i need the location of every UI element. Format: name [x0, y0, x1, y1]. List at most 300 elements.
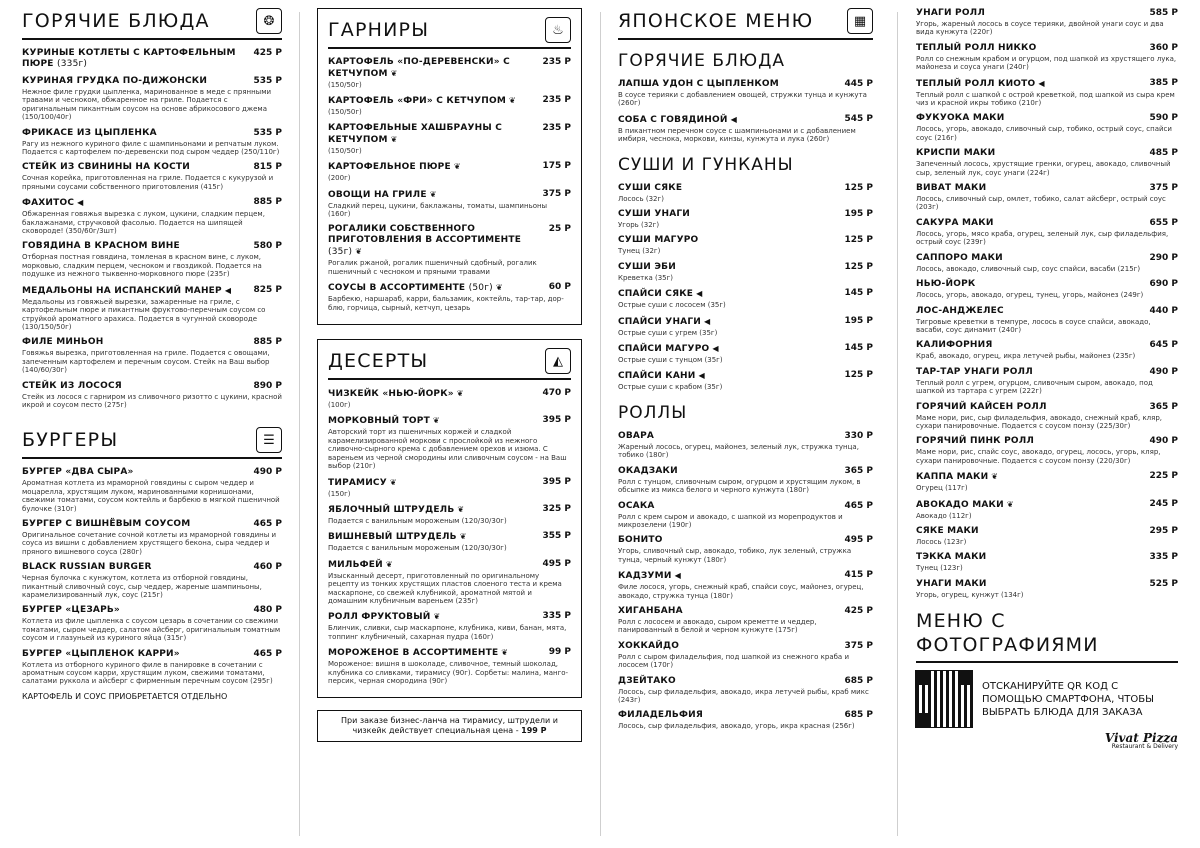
menu-item-row [618, 535, 873, 546]
section-header-hot-dishes [22, 8, 282, 40]
menu-item-name [618, 114, 737, 126]
menu-item-name [618, 288, 703, 300]
menu-item-name-text: СОБА С ГОВЯДИНОЙ [618, 114, 728, 125]
menu-item-name [916, 148, 995, 159]
menu-item [328, 189, 571, 219]
menu-item-name-text: СЯКЕ МАКИ [916, 525, 979, 536]
menu-item-price: 655 Р [1149, 217, 1178, 228]
menu-item-row [328, 123, 571, 146]
menu-item [618, 535, 873, 564]
menu-item-name-text: УНАГИ РОЛЛ [916, 8, 986, 18]
leaf-icon: ❦ [501, 648, 509, 658]
menu-item-description: Лосось, авокадо, сливочный сыр, соус спайси, васаби (215г) [916, 264, 1141, 273]
menu-item-name-text: ВИШНЕВЫЙ ШТРУДЕЛЬ [328, 532, 457, 543]
menu-item-name [22, 197, 84, 209]
desserts-list [328, 388, 571, 685]
menu-item-name-text: ОСАКА [618, 500, 655, 511]
menu-item-name [328, 477, 397, 489]
menu-item-row [618, 501, 873, 512]
section-header-sides [328, 17, 571, 49]
menu-item-name-text: РОГАЛИКИ СОБСТВЕННОГО ПРИГОТОВЛЕНИЯ В АССОРТИМЕНТЕ [328, 224, 522, 246]
menu-item-name [22, 337, 103, 348]
menu-item-row [618, 288, 873, 300]
menu-item-description: Теплый ролл с угрем, огурцом, сливочным сыром, авокадо, под шапкой из тартара с угрем (222г) [916, 378, 1153, 396]
menu-item-row [916, 253, 1178, 264]
menu-item-description: Тунец (123г) [916, 564, 963, 573]
menu-item-row [22, 381, 282, 392]
menu-item-name [916, 279, 975, 290]
menu-item [916, 113, 1178, 142]
menu-item-price: 685 Р [844, 675, 873, 686]
menu-item-price: 485 Р [1149, 148, 1178, 159]
menu-item-description: Ароматная котлета из мраморной говядины с сыром чеддер и моцарелла, хрустящим луком, маринованными корнишонами, свежими томатами, соусом коктейль и барбекю в мягкой пшеничной булочке (310г) [22, 479, 280, 513]
menu-item-row [916, 367, 1178, 378]
menu-item-description: Лосось, угорь, авокадо, сливочный сыр, тобико, острый соус, спайси соус (216г) [916, 125, 1172, 142]
menu-item-name-text: ВИВАТ МАКИ [916, 183, 987, 194]
leaf-icon: ❦ [456, 389, 464, 399]
menu-item-row [328, 559, 571, 571]
menu-item-description: Стейк из лосося с гарниром из сливочного ризотто с цукини, красной икрой и соусом песто (275г) [22, 392, 282, 409]
menu-item-description: Ролл с лососем и авокадо, сыром креметте и чеддер, панированный в белой и черном кунжуте (175г) [618, 617, 817, 635]
menu-item-description: (200г) [328, 174, 351, 183]
menu-item-name [22, 467, 134, 478]
menu-item-description: Ролл со снежным крабом и огурцом, под шапкой из хрустящего лука, майонеза и соуса унаги (240г) [916, 54, 1177, 72]
menu-item-row [22, 519, 282, 530]
menu-item-price: 375 Р [844, 640, 873, 651]
menu-item-row [328, 415, 571, 427]
menu-item-row [328, 647, 571, 659]
menu-item-name [916, 306, 1004, 317]
menu-item [618, 79, 873, 108]
menu-item-description: Лосось (123г) [916, 537, 967, 546]
column-divider [897, 12, 898, 836]
menu-item-name [916, 552, 986, 563]
menu-item-name [618, 535, 663, 546]
menu-item [916, 499, 1178, 520]
menu-item-row [328, 388, 571, 400]
menu-item-price: 535 Р [253, 127, 282, 138]
menu-item-price: 25 Р [548, 224, 571, 235]
menu-item-row [618, 370, 873, 382]
menu-item-name-text: МЕДАЛЬОНЫ НА ИСПАНСКИЙ МАНЕР [22, 285, 222, 296]
menu-item-name-text: ЛАПША УДОН С ЦЫПЛЕНКОМ [618, 79, 779, 89]
menu-item-name [916, 43, 1036, 54]
menu-item-price: 425 Р [844, 605, 873, 616]
leaf-icon: ❦ [459, 532, 467, 542]
menu-item-name-text: КАДЗУМИ [618, 571, 672, 582]
menu-item-description: Острые суши с крабом (35г) [618, 383, 723, 392]
menu-item-price: 890 Р [253, 380, 282, 391]
menu-item-name-text: ТЭККА МАКИ [916, 552, 987, 563]
section-title: ГОРЯЧИЕ БЛЮДА [22, 10, 210, 32]
menu-item-price: 415 Р [844, 570, 873, 581]
menu-item-description: Отборная постная говядина, томленая в красном вине, с луком, морковью, сладким перцем, чесноком и гвоздикой. Подается на подушке из нежного тыквенно-морковного пюре (235г) [22, 253, 262, 279]
promo-box [317, 710, 582, 742]
menu-item-name-text: КАРТОФЕЛЬ «ПО-ДЕРЕВЕНСКИ» С КЕТЧУПОМ [328, 57, 510, 79]
menu-item-name-text: КАРТОФЕЛЬНОЕ ПЮРЕ [328, 162, 451, 173]
menu-item-row [618, 676, 873, 687]
menu-item-row [916, 148, 1178, 159]
menu-item-name-text: ХОККАЙДО [618, 640, 680, 651]
menu-item [618, 710, 873, 730]
menu-item [916, 78, 1178, 108]
menu-item-row [916, 552, 1178, 563]
menu-item-row [618, 343, 873, 355]
menu-item-description: Ролл с крем сыром и авокадо, с шапкой из морепродуктов и микрозелени (190г) [618, 512, 843, 529]
menu-item-price: 685 Р [844, 710, 873, 721]
menu-item-description: Маме нори, рис, спайс соус, авокадо, огурец, лосось, угорь, кляр, сухари панировочные. Подается с соусом понзу (220/30г) [916, 448, 1161, 465]
menu-item-row [916, 78, 1178, 90]
menu-item-price: 125 Р [844, 261, 873, 272]
menu-item [916, 8, 1178, 37]
menu-item-name-text: САКУРА МАКИ [916, 217, 994, 228]
menu-item-row [916, 43, 1178, 54]
menu-item-name-text: BLACK RUSSIAN BURGER [22, 562, 152, 573]
section-header-photo-menu [916, 609, 1178, 663]
menu-item-name [22, 381, 122, 392]
menu-item-name-text: КАЛИФОРНИЯ [916, 340, 993, 351]
menu-item-price: 495 Р [542, 558, 571, 569]
menu-item-price: 495 Р [844, 535, 873, 546]
menu-item-row [22, 605, 282, 616]
cake-icon: ◭ [545, 348, 571, 374]
menu-item-description: Лосось, сливочный сыр, омлет, тобико, салат айсберг, острый соус (203г) [916, 195, 1166, 212]
menu-item [328, 531, 571, 552]
menu-item-price: 245 Р [1149, 498, 1178, 509]
menu-item-price: 885 Р [253, 337, 282, 348]
menu-item-name [618, 183, 682, 194]
menu-item-price: 335 Р [542, 611, 571, 622]
menu-item-name-text: КАППА МАКИ [916, 472, 989, 483]
menu-item-name [328, 95, 516, 107]
menu-item-name [618, 370, 705, 382]
menu-item-description: Котлета из филе цыпленка с соусом цезарь в сочетании со свежими томатами, сыром чеддер, салатом айсберг, оригинальным томатным соусом и глазуньей из куриного яйца (315г) [22, 617, 281, 643]
menu-item-description: Острые суши с угрем (35г) [618, 328, 718, 337]
menu-item-description: Угорь, огурец, кунжут (134г) [916, 590, 1024, 599]
menu-item-price: 125 Р [844, 370, 873, 381]
menu-item-price: 335 Р [1149, 552, 1178, 563]
menu-item [22, 605, 282, 642]
section-header-japanese [618, 8, 873, 40]
menu-item [22, 128, 282, 157]
menu-item-row [916, 183, 1178, 194]
section-header-desserts [328, 348, 571, 380]
menu-item-description: (150г) [328, 489, 351, 498]
menu-item-name-text: ДЗЕЙТАКО [618, 675, 676, 686]
menu-item [22, 467, 282, 513]
menu-item-name [22, 519, 190, 530]
menu-item [328, 504, 571, 525]
menu-item-row [618, 316, 873, 328]
menu-item-row [22, 128, 282, 139]
rolls-list [618, 431, 873, 731]
menu-item-row [916, 402, 1178, 413]
menu-item-name-text: СПАЙСИ УНАГИ [618, 316, 702, 327]
menu-item-price: 490 Р [253, 467, 282, 478]
menu-item-row [916, 579, 1178, 590]
menu-item-name [916, 218, 994, 229]
menu-item-row [618, 570, 873, 582]
menu-item-price: 145 Р [844, 288, 873, 299]
menu-item-price: 815 Р [253, 162, 282, 173]
menu-item-row [618, 209, 873, 220]
menu-item-name-text: ТЕПЛЫЙ РОЛЛ КИОТО [916, 78, 1036, 89]
menu-item-description: Креветка (35г) [618, 273, 674, 282]
menu-item-description: Изысканный десерт, приготовленный по оригинальному рецепту из тонких хрустящих пластов слоеного теста и крема маскарпоне, со свежей клубникой, ароматной мятой и домашним клубничным вареньем (235г) [328, 571, 562, 605]
menu-item-row [618, 431, 873, 442]
menu-item-name-text: МОРКОВНЫЙ ТОРТ [328, 416, 430, 427]
menu-item-price: 99 Р [548, 647, 571, 658]
menu-item-name [618, 466, 678, 477]
menu-item-price: 525 Р [1149, 578, 1178, 589]
menu-item-name-text: КАРТОФЕЛЬНЫЕ ХАШБРАУНЫ С КЕТЧУПОМ [328, 122, 503, 145]
menu-item-price: 375 Р [542, 188, 571, 199]
menu-item-name-text: ОКАДЗАКИ [618, 465, 678, 476]
menu-item-name-text: ФРИКАСЕ ИЗ ЦЫПЛЕНКА [22, 127, 157, 138]
menu-item-name-text: ТИРАМИСУ [328, 477, 387, 488]
menu-item [22, 76, 282, 122]
menu-item-description: Ролл с тунцом, сливочным сыром, огурцом и хрустящим луком, в обсыпке из микса белого и черного кунжута (180г) [618, 477, 861, 495]
menu-item-price: 195 Р [844, 209, 873, 220]
menu-item-name-text: КРИСПИ МАКИ [916, 148, 996, 159]
menu-item-row [618, 466, 873, 477]
leaf-icon: ❦ [509, 96, 516, 106]
menu-item-name-text: СПАЙСИ СЯКЕ [618, 289, 694, 300]
sushi-icon: ▦ [847, 8, 873, 34]
menu-item-price: 590 Р [1149, 113, 1178, 124]
menu-item-name [916, 367, 1033, 378]
menu-item [916, 306, 1178, 335]
menu-item-name-text: СУШИ СЯКЕ [618, 182, 683, 193]
menu-item-row [22, 197, 282, 209]
menu-item-name-text: МИЛЬФЕЙ [328, 559, 383, 570]
menu-item-price: 385 Р [1149, 77, 1178, 88]
menu-item-price: 365 Р [1149, 401, 1178, 412]
menu-item-name-text: НЬЮ-ЙОРК [916, 279, 976, 290]
menu-item-description: Оригинальное сочетание сочной котлеты из мраморной говядины и соуса из вишни с добавлением хрустящего бекона, сыра чеддер и пряного вишневого соуса (280г) [22, 530, 276, 556]
menu-item-price: 465 Р [844, 500, 873, 511]
menu-item-name [328, 57, 536, 80]
menu-item-name [22, 162, 190, 173]
menu-item-price: 690 Р [1149, 279, 1178, 290]
column-divider [600, 12, 601, 836]
menu-item-name [328, 611, 440, 623]
menu-item-row [618, 262, 873, 273]
menu-item [916, 218, 1178, 247]
menu-item-price: 440 Р [1149, 305, 1178, 316]
menu-item-name-text: БОНИТО [618, 535, 663, 546]
menu-item-name [328, 504, 464, 516]
menu-item-name [22, 241, 180, 252]
menu-item-weight: (35г) [328, 247, 353, 258]
menu-item-name [328, 647, 508, 659]
sides-list [328, 57, 571, 312]
menu-item [916, 43, 1178, 72]
menu-item-name [916, 402, 1047, 413]
menu-item [916, 436, 1178, 465]
menu-item-description: Лосось, сыр филадельфия, авокадо, угорь, икра красная (256г) [618, 722, 855, 731]
menu-item-description: Рогалик ржаной, рогалик пшеничный сдобный, рогалик пшеничный с чесноком и пряными травами [328, 259, 537, 276]
menu-item-price: 175 Р [542, 161, 571, 172]
menu-item-row [22, 562, 282, 573]
menu-item-name [328, 189, 437, 201]
hot-dishes-list [22, 48, 282, 409]
menu-item [22, 649, 282, 686]
menu-item-name-text: ГОРЯЧИЙ ПИНК РОЛЛ [916, 436, 1035, 447]
qr-row [916, 671, 1178, 727]
menu-item-name-text: ЛОС-АНДЖЕЛЕС [916, 305, 1004, 316]
leaf-icon: ❦ [355, 247, 363, 257]
menu-item-name-text: БУРГЕР С ВИШНЁВЫМ СОУСОМ [22, 518, 191, 529]
menu-item-weight: (50г) [468, 283, 493, 294]
menu-item-name-text: ТЕПЛЫЙ РОЛЛ НИККО [916, 42, 1037, 53]
menu-item-description: Сочная корейка, приготовленная на гриле. Подается с кукурузой и пряными соусами собственного приготовления (415г) [22, 174, 274, 191]
leaf-icon: ❦ [432, 416, 440, 426]
menu-item-name [916, 8, 985, 19]
menu-item-row [916, 499, 1178, 511]
leaf-icon: ❦ [385, 559, 393, 569]
side-note: КАРТОФЕЛЬ И СОУС ПРИОБРЕТАЕТСЯ ОТДЕЛЬНО [22, 691, 228, 701]
menu-item-description: Тунец (32г) [618, 247, 661, 256]
menu-item-name [328, 224, 543, 258]
column-sides-desserts [317, 8, 582, 840]
menu-item-description: Котлета из отборного куриного филе в панировке в сочетании с ароматным соусом карри, хрустящим луком, свежими томатами, салатами руккола и айсберг с фирменным перечным соусом (295г) [22, 660, 273, 686]
sushi-list [618, 183, 873, 392]
menu-item-name [328, 531, 467, 543]
pot-icon: ♨ [545, 17, 571, 43]
menu-item-name [916, 499, 1014, 511]
sides-box [317, 8, 582, 325]
menu-item-name [916, 78, 1045, 90]
menu-item-price: 330 Р [844, 430, 873, 441]
menu-item-price: 445 Р [844, 79, 873, 89]
menu-item-description: Обжаренная говяжья вырезка с луком, цукини, сладким перцем, баклажанами, стручковой фасолью. Подается на шипящей сковороде! (350/60г/3шт) [22, 210, 265, 236]
menu-item [618, 676, 873, 705]
menu-item-row [22, 76, 282, 87]
chili-icon: ◀ [712, 344, 719, 354]
menu-item-price: 295 Р [1149, 525, 1178, 536]
menu-item-row [328, 224, 571, 258]
menu-item-row [328, 95, 571, 107]
menu-item [916, 579, 1178, 599]
menu-item-description: (150/50г) [328, 108, 362, 117]
menu-item-price: 225 Р [1149, 471, 1178, 482]
menu-item-name [916, 526, 979, 537]
menu-item [618, 606, 873, 635]
menu-item-row [22, 241, 282, 252]
menu-item [916, 471, 1178, 492]
menu-item-description: Угорь, жареный лосось в соусе терияки, двойной унаги соус и два вида кунжута (220г) [916, 20, 1164, 37]
menu-item-name-text: ТАР-ТАР УНАГИ РОЛЛ [916, 366, 1033, 377]
menu-item-row [916, 113, 1178, 124]
menu-item-description: Острые суши с лососем (35г) [618, 301, 726, 310]
menu-item-name [22, 285, 231, 297]
menu-item-price: 235 Р [542, 57, 571, 67]
menu-item-name-text: САППОРО МАКИ [916, 252, 1003, 263]
chili-icon: ◀ [696, 289, 703, 299]
menu-item-name-text: БУРГЕР «ЦЕЗАРЬ» [22, 605, 120, 616]
leaf-icon: ❦ [433, 612, 441, 622]
menu-item-row [916, 340, 1178, 351]
menu-item-name-text: СТЕЙК ИЗ СВИНИНЫ НА КОСТИ [22, 162, 190, 173]
menu-item [916, 402, 1178, 431]
menu-item [916, 552, 1178, 572]
leaf-icon: ❦ [457, 504, 465, 514]
leaf-icon: ❦ [495, 283, 503, 293]
menu-item-row [916, 436, 1178, 447]
menu-item-name-text: СПАЙСИ КАНИ [618, 371, 696, 382]
menu-item-price: 360 Р [1149, 42, 1178, 53]
menu-item-description: Подается с ванильным мороженым (120/30/30г) [328, 544, 507, 553]
menu-item-row [22, 48, 282, 70]
menu-item [22, 241, 282, 278]
menu-item [328, 161, 571, 182]
leaf-icon: ❦ [991, 472, 999, 482]
menu-item-price: 235 Р [542, 95, 571, 106]
menu-item [22, 381, 282, 410]
menu-item [618, 288, 873, 309]
menu-item-price: 580 Р [253, 241, 282, 252]
chili-icon: ◀ [224, 285, 232, 295]
menu-item-name [618, 316, 710, 328]
menu-item-name [328, 161, 461, 173]
menu-item-row [618, 114, 873, 126]
menu-item-row [328, 611, 571, 623]
menu-item [618, 209, 873, 229]
menu-item [618, 641, 873, 670]
menu-item-price: 235 Р [542, 122, 571, 133]
menu-item-name [328, 388, 464, 400]
section-title: ЯПОНСКОЕ МЕНЮ [618, 10, 814, 32]
menu-item [618, 343, 873, 364]
menu-item-name-text: СУШИ УНАГИ [618, 209, 691, 220]
menu-item-name [22, 649, 180, 660]
menu-item [618, 183, 873, 203]
menu-item-price: 825 Р [253, 284, 282, 295]
qr-code-icon[interactable] [916, 671, 972, 727]
menu-item-row [618, 641, 873, 652]
menu-item-description: Барбекю, наршараб, карри, бальзамик, коктейль, тар-тар, дор-блю, горчица, сырный, кетчуп, цезарь [328, 295, 564, 312]
menu-item-name [618, 676, 676, 687]
menu-item [618, 262, 873, 282]
menu-item-price: 535 Р [253, 76, 282, 86]
menu-item [916, 253, 1178, 273]
menu-item-row [328, 282, 571, 294]
menu-item-name-text: УНАГИ МАКИ [916, 578, 987, 589]
chili-icon: ◀ [704, 316, 711, 326]
menu-item-name-text: СОУСЫ В АССОРТИМЕНТЕ [328, 283, 466, 294]
burger-icon: ☰ [256, 427, 282, 453]
subsection-title-rolls: РОЛЛЫ [618, 402, 688, 423]
menu-item-name [618, 710, 703, 721]
menu-item-description: Авторский торт из пшеничных коржей и сладкой карамелизированной моркови с прослойкой из нежного сливочно-сырного крема с добавлением орехов и изюма. С вареньем из черной смородины или сливочным соусом - на Ваш выбор (210г) [328, 428, 567, 471]
leaf-icon: ❦ [390, 134, 398, 144]
menu-item-name [916, 253, 1003, 264]
menu-item-description: Угорь (32г) [618, 221, 660, 230]
menu-item-row [618, 235, 873, 246]
menu-item-name-text: КУРИНЫЕ КОТЛЕТЫ С КАРТОФЕЛЬНЫМ ПЮРЕ [22, 48, 236, 69]
menu-item-row [916, 218, 1178, 229]
menu-item [22, 285, 282, 332]
menu-item-name [328, 415, 440, 427]
menu-item-price: 375 Р [1149, 183, 1178, 194]
menu-item-row [22, 649, 282, 660]
menu-item-name [22, 76, 207, 87]
menu-item [618, 466, 873, 495]
menu-item-price: 325 Р [542, 503, 571, 514]
menu-item-name [916, 579, 987, 590]
menu-item-row [618, 183, 873, 194]
